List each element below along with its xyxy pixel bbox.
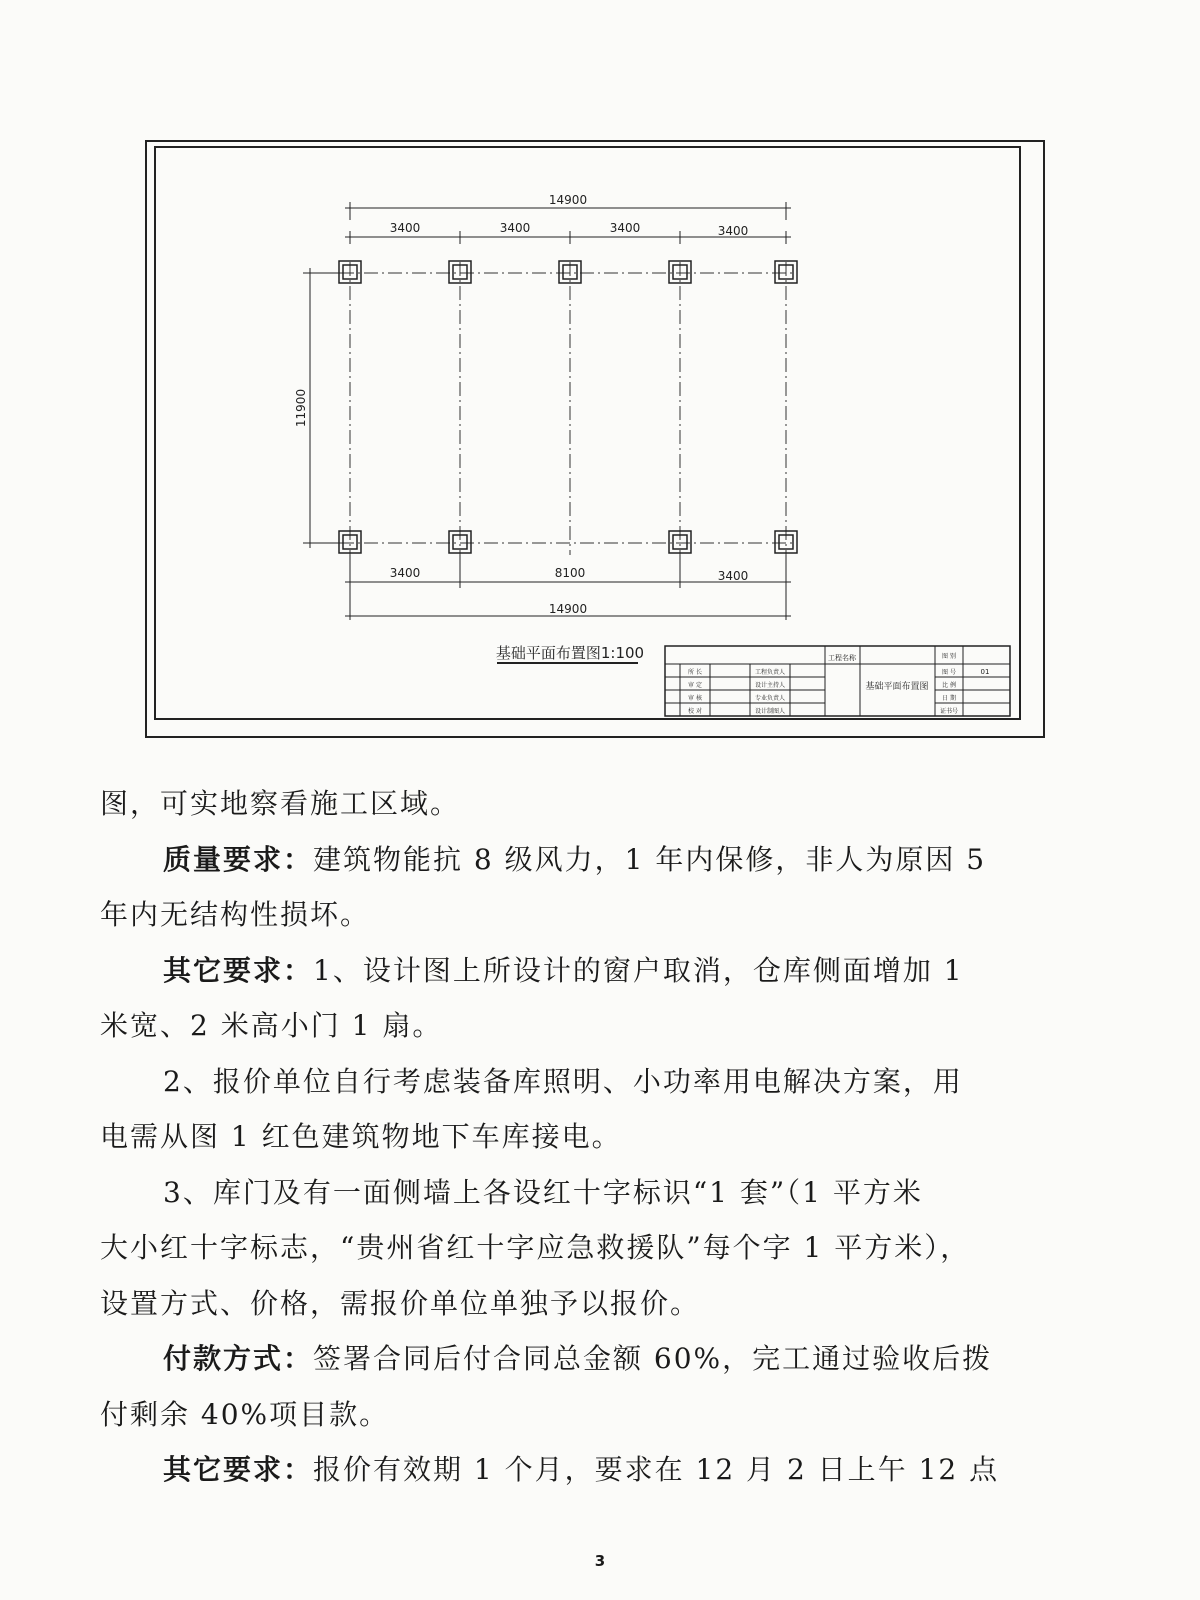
- payment-terms-line: 付款方式：签署合同后付合同总金额 60%，完工通过验收后拨: [163, 1342, 993, 1375]
- top-bay-dimension-4: 3400: [717, 224, 749, 238]
- title-block-mid-label: 设计制图人: [754, 708, 786, 715]
- paragraph-line: 图，可实地察看施工区域。: [100, 787, 461, 820]
- title-block-left-label: 审 核: [688, 695, 702, 702]
- page-number: 3: [594, 1552, 606, 1570]
- top-bay-dimension-2: 3400: [499, 221, 531, 235]
- bottom-bay-dimension-3: 3400: [717, 569, 749, 583]
- other-requirements-line: 其它要求：1、设计图上所设计的窗户取消，仓库侧面增加 1: [163, 953, 964, 987]
- title-block-right-label: 证书号: [939, 708, 959, 715]
- column-footings: [339, 261, 797, 553]
- drawing-title: 基础平面布置图: [865, 682, 929, 692]
- paragraph-line: 大小红十字标志，“贵州省红十字应急救援队”每个字 1 平方米），: [100, 1231, 971, 1264]
- bottom-total-dimension: 14900: [548, 602, 588, 616]
- title-block-left-label: 校 对: [688, 708, 702, 715]
- top-bay-dimension-3: 3400: [609, 221, 641, 235]
- paragraph-line: 米宽、2 米高小门 1 扇。: [100, 1009, 443, 1042]
- title-block-right-label: 比 例: [942, 682, 956, 689]
- paragraph-line: 设置方式、价格，需报价单位单独予以报价。: [100, 1286, 701, 1320]
- paragraph-line: 3、库门及有一面侧墙上各设红十字标识“1 套”（1 平方米: [163, 1175, 923, 1209]
- title-block-right-label: 图 号: [942, 669, 956, 676]
- bottom-bay-dimension-2: 8100: [554, 566, 586, 580]
- title-block-left-label: 所 长: [688, 669, 702, 676]
- title-block-mid-label: 工程负责人: [754, 669, 786, 676]
- side-dimension: 11900: [294, 388, 308, 428]
- top-total-dimension: 14900: [548, 193, 588, 207]
- side-dimension-line: [303, 268, 340, 548]
- title-block-right-label: 日 期: [942, 695, 956, 702]
- sheet-number: 01: [980, 668, 990, 676]
- top-bay-dimension-1: 3400: [389, 221, 421, 235]
- quality-requirements-line: 质量要求：建筑物能抗 8 级风力，1 年内保修，非人为原因 5: [163, 842, 987, 876]
- paragraph-line: 2、报价单位自行考虑装备库照明、小功率用电解决方案，用: [163, 1064, 963, 1098]
- sheet-label: 图 别: [942, 653, 956, 660]
- paragraph-line: 付剩余 40%项目款。: [100, 1397, 390, 1431]
- grid-lines: [340, 262, 795, 555]
- inner-frame: [155, 147, 1020, 719]
- bottom-bay-dimension-1: 3400: [389, 566, 421, 580]
- body-text: [100, 776, 1080, 1498]
- project-name-label: 工程名称: [828, 654, 856, 662]
- paragraph-line: 年内无结构性损坏。: [100, 898, 371, 931]
- paragraph-line: 电需从图 1 红色建筑物地下车库接电。: [100, 1120, 622, 1153]
- other-requirements-line: 其它要求：报价有效期 1 个月，要求在 12 月 2 日上午 12 点: [163, 1453, 1000, 1486]
- title-block-mid-label: 专业负责人: [754, 695, 786, 702]
- title-block-left-label: 审 定: [688, 682, 702, 689]
- drawing-caption: 基础平面布置图1:100: [495, 644, 645, 662]
- title-block-mid-label: 设计主持人: [754, 682, 786, 689]
- foundation-plan-drawing: [145, 140, 1045, 738]
